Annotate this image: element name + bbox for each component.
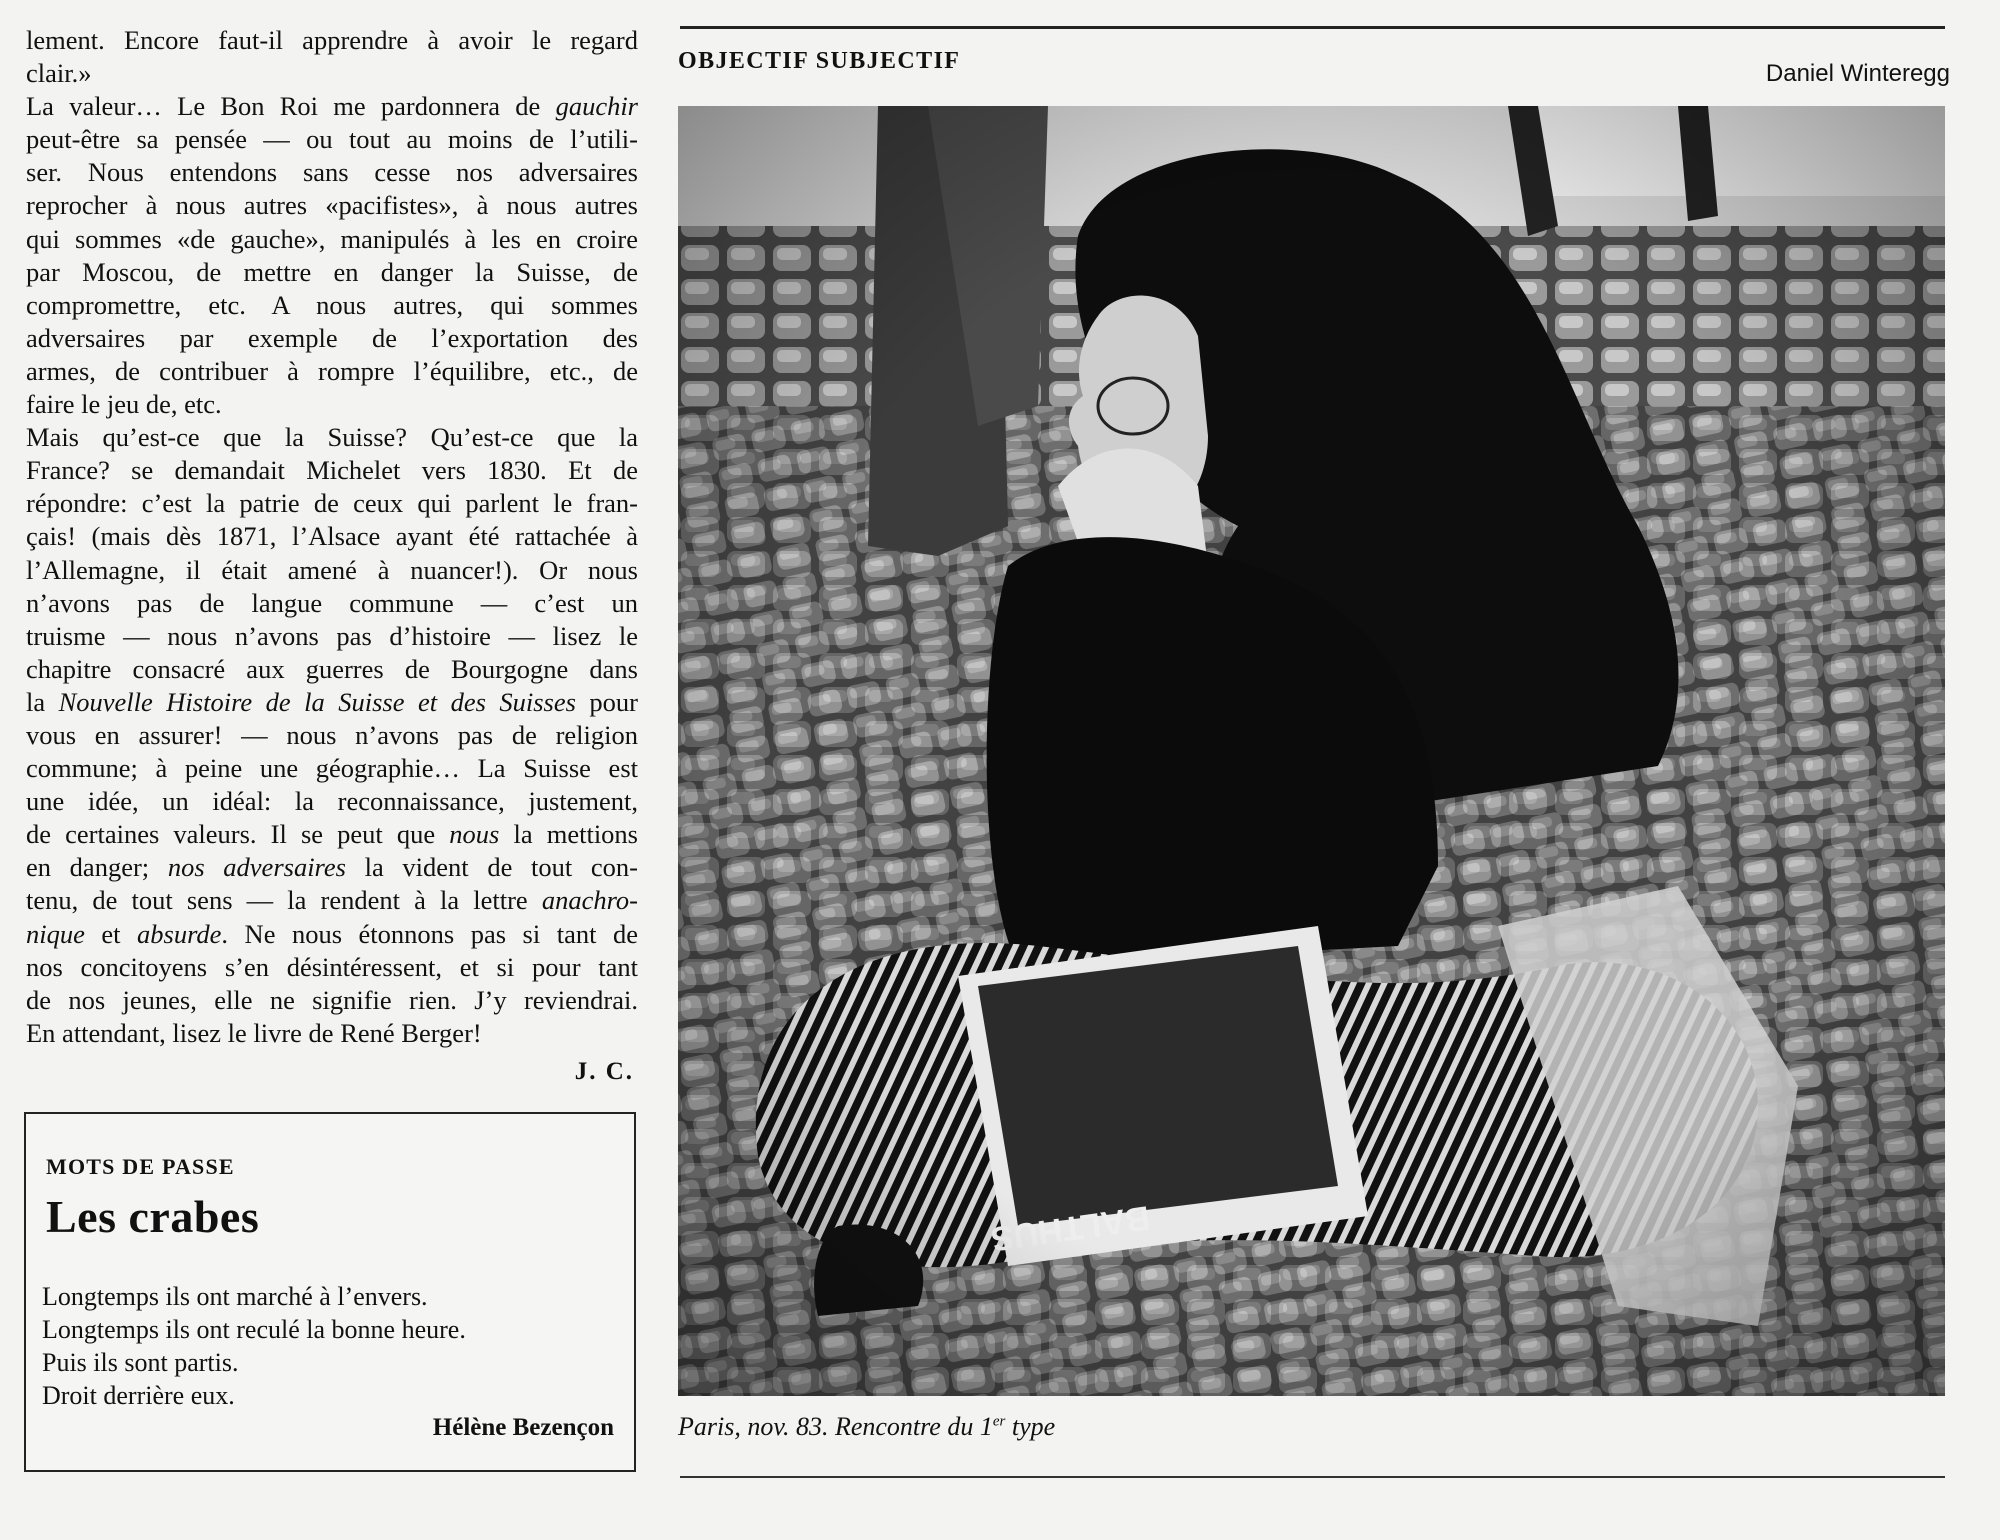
poem-kicker: MOTS DE PASSE	[46, 1154, 235, 1179]
bottom-rule	[680, 1476, 1945, 1478]
text-line: nos concitoyens s’en désintéressent, et si pour tant	[26, 951, 638, 982]
poem-line: Longtemps ils ont marché à l’envers.	[42, 1282, 428, 1311]
text-line: l’Allemagne, il était amené à nuancer!). Or nous	[26, 554, 638, 585]
text-line: faire le jeu de, etc.	[26, 389, 222, 420]
poem-box	[24, 1112, 636, 1472]
text-line: vous en assurer! — nous n’avons pas de religion	[26, 719, 638, 750]
text-line: lement. Encore faut-il apprendre à avoir le regard	[26, 25, 638, 55]
text-line: ser. Nous entendons sans cesse nos adversaires	[26, 157, 638, 188]
poem-line: Droit derrière eux.	[42, 1381, 235, 1410]
text-line: clair.»	[26, 58, 92, 89]
poem-line: Puis ils sont partis.	[42, 1348, 239, 1377]
text-line: adversaires par exemple de l’exportation des	[26, 322, 638, 353]
text-line: répondre: c’est la patrie de ceux qui parlent le fran-	[26, 488, 638, 519]
top-rule	[680, 26, 1945, 29]
caption-text: Paris, nov. 83. Rencontre du 1	[678, 1412, 993, 1441]
text-line: çais! (mais dès 1871, l’Alsace ayant été rattachée à	[26, 521, 638, 552]
text-line: chapitre consacré aux guerres de Bourgogne dans	[26, 653, 638, 684]
text-line: n’avons pas de langue commune — c’est un	[26, 587, 638, 618]
text-line: de certaines valeurs. Il se peut que nous la mettions	[26, 819, 638, 850]
article-signature: J. C.	[574, 1058, 634, 1085]
text-line: nique et absurde. Ne nous étonnons pas si tant de	[26, 918, 638, 949]
text-line: commune; à peine une géographie… La Suisse est	[26, 753, 638, 784]
text-line: tenu, de tout sens — la rendent à la lettre anachro-	[26, 885, 638, 916]
text-line: de nos jeunes, elle ne signifie rien. J’y reviendrai.	[26, 984, 638, 1015]
text-line: armes, de contribuer à rompre l’équilibre, etc., de	[26, 355, 638, 386]
photographer-credit: Daniel Winteregg	[1765, 60, 1950, 87]
text-line: La valeur… Le Bon Roi me pardonnera de gauchir	[26, 91, 638, 122]
photograph	[678, 106, 1945, 1396]
text-line: En attendant, lisez le livre de René Berger!	[26, 1017, 482, 1048]
poem-lines	[42, 1280, 466, 1412]
poem-author: Hélène Bezençon	[432, 1414, 614, 1441]
text-line: compromettre, etc. A nous autres, qui sommes	[26, 289, 638, 320]
text-line: France? se demandait Michelet vers 1830. Et de	[26, 455, 638, 486]
text-line: en danger; nos adversaires la vident de tout con-	[26, 852, 638, 883]
text-line: Mais qu’est-ce que la Suisse? Qu’est-ce que la	[26, 422, 638, 453]
text-line: par Moscou, de mettre en danger la Suisse, de	[26, 256, 638, 287]
poem-line: Longtemps ils ont reculé la bonne heure.	[42, 1315, 466, 1344]
caption-superscript: er	[992, 1413, 1006, 1430]
text-line: qui sommes «de gauche», manipulés à les en croire	[26, 223, 638, 254]
section-title: OBJECTIF SUBJECTIF	[678, 48, 961, 74]
text-line: reprocher à nous autres «pacifistes», à nous autres	[26, 190, 638, 221]
poem-title: Les crabes	[46, 1191, 260, 1242]
text-line: une idée, un idéal: la reconnaissance, justement,	[26, 786, 638, 817]
article-text	[26, 24, 638, 1050]
caption-suffix: type	[1005, 1412, 1056, 1441]
photo-caption	[678, 1412, 1055, 1442]
text-line: peut-être sa pensée — ou tout au moins de l’utili-	[26, 124, 638, 155]
text-line: la Nouvelle Histoire de la Suisse et des Suisses pour	[26, 686, 639, 717]
text-line: truisme — nous n’avons pas d’histoire — lisez le	[26, 620, 638, 651]
